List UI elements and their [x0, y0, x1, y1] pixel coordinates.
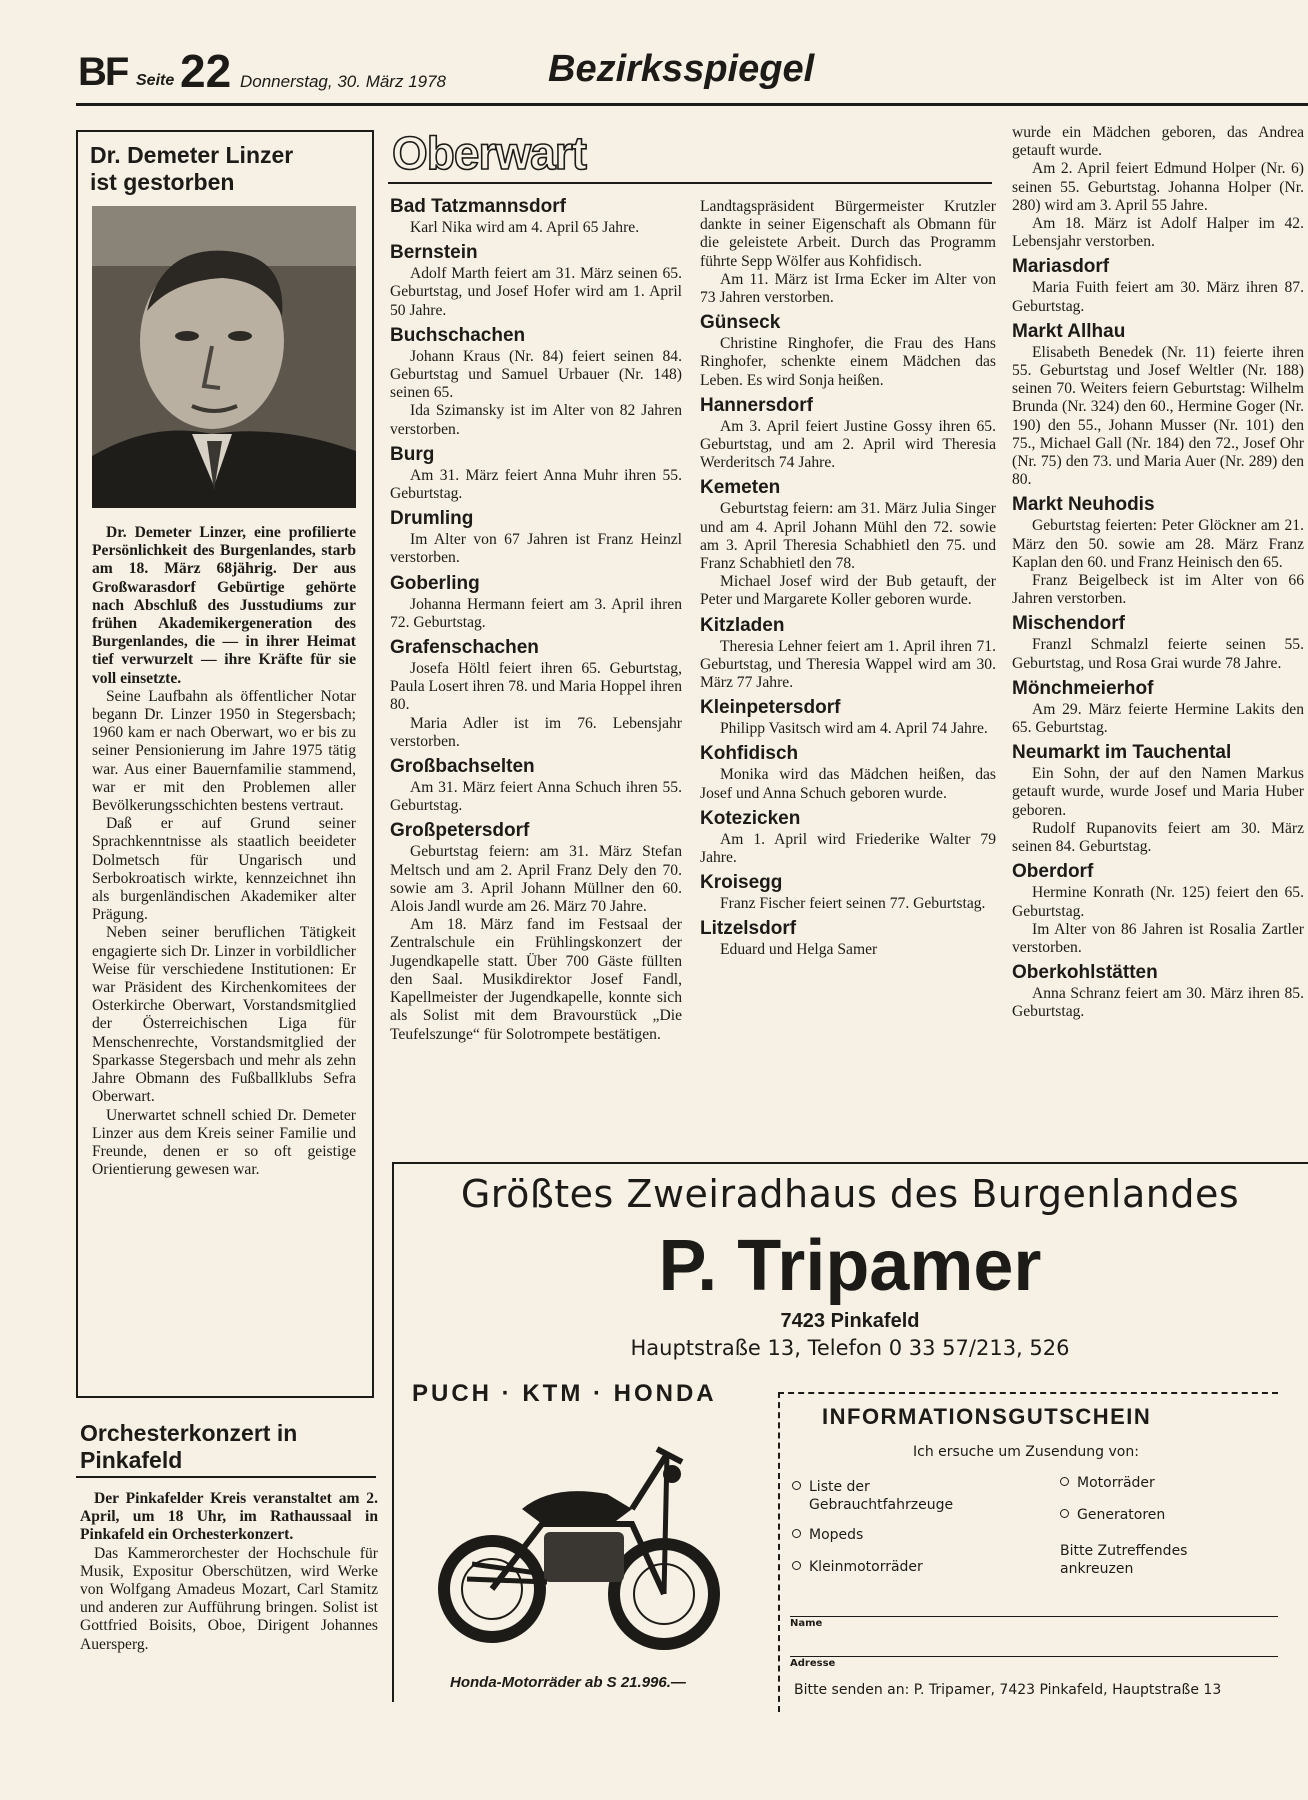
radio-icon[interactable] [1060, 1509, 1069, 1518]
news-item: Franzl Schmalzl feierte seinen 55. Geburtstag, und Rosa Grai wurde 78 Jahre. [1012, 636, 1304, 672]
coupon-request: Ich ersuche um Zusendung von: [913, 1444, 1139, 1460]
place-heading: Markt Allhau [1012, 320, 1126, 342]
option-motorcycles-label: Motorräder [1077, 1475, 1155, 1491]
ad-brands: PUCH · KTM · HONDA [412, 1380, 717, 1407]
ad-frame-left [392, 1162, 394, 1702]
news-item: Philipp Vasitsch wird am 4. April 74 Jahre. [720, 720, 988, 738]
obituary-lead: Dr. Demeter Linzer, eine profilierte Persönlichkeit des Burgenlandes, starb am 18. März 68jährig. Der aus Großwarasdorf Gebürtige gehörte nach Abschluß des Jusstudiums zur frühen Akademikergeneration des Burgenlandes, die — in ihrer Heimat tief verwurzelt — ihre Kräfte für sie voll einsetzte. [92, 524, 356, 687]
radio-icon[interactable] [792, 1561, 801, 1570]
column-3-entries [1012, 256, 1304, 1021]
place-heading: Mariasdorf [1012, 256, 1110, 278]
obituary-text [92, 524, 356, 1179]
motorcycle-illustration [432, 1414, 732, 1664]
column-2-intro: Landtagspräsident Bürgermeister Krutzler dankte in seiner Eigenschaft als Obmann für die geleistete Arbeit. Durch das Programm führte Sepp Wölfer aus Kohfidisch. [700, 198, 996, 270]
place-heading: Kemeten [700, 477, 781, 499]
option-mopeds-label: Mopeds [809, 1527, 864, 1543]
place-heading: Oberkohlstätten [1012, 962, 1158, 984]
news-item: Geburtstag feiern: am 31. März Stefan Meltsch und am 2. April Franz Dely den 70. sowie am 3. April Johann Müllner den 60. Alois Jandl wurde am 26. März 70 Jahre. [390, 843, 682, 916]
news-item: Hermine Konrath (Nr. 125) feiert den 65. Geburtstag. [1012, 884, 1304, 920]
seite-label: Seite [136, 72, 175, 89]
column-3-intro: wurde ein Mädchen geboren, das Andrea getauft wurde. [1012, 124, 1304, 160]
page-number: 22 [180, 45, 232, 97]
radio-icon[interactable] [1060, 1477, 1069, 1486]
place-heading: Großpetersdorf [390, 820, 530, 842]
news-item: Christine Ringhofer, die Frau des Hans Ringhofer, schenkte einem Mädchen das Leben. Es wird Sonja heißen. [700, 335, 996, 389]
bike-price-caption: Honda-Motorräder ab S 21.996.— [450, 1674, 686, 1691]
oberwart-rule [388, 182, 992, 184]
radio-icon[interactable] [792, 1481, 801, 1490]
place-heading: Drumling [390, 508, 474, 530]
oberwart-column-2 [700, 198, 996, 960]
name-label: Name [790, 1618, 823, 1629]
news-item: Franz Beigelbeck ist im Alter von 66 Jahren verstorben. [1012, 572, 1304, 608]
news-item: Johanna Hermann feiert am 3. April ihren 72. Geburtstag. [390, 595, 682, 631]
column-3-intro-2: Am 2. April feiert Edmund Holper (Nr. 6) seinen 55. Geburtstag. Johanna Holper (Nr. 280) wird am 3. April 55 Jahre. [1012, 160, 1304, 214]
news-item: Im Alter von 67 Jahren ist Franz Heinzl verstorben. [390, 531, 682, 567]
info-coupon[interactable] [778, 1392, 1280, 1712]
name-field[interactable] [790, 1616, 1278, 1617]
news-item: Franz Fischer feiert seinen 77. Geburtstag. [720, 895, 986, 913]
place-heading: Kotezicken [700, 807, 801, 829]
address-field[interactable] [790, 1656, 1278, 1657]
option-motorcycles[interactable] [1060, 1474, 1155, 1492]
news-item: Monika wird das Mädchen heißen, das Josef und Anna Schuch geboren wurde. [700, 766, 996, 802]
option-used-vehicles-label-2: Gebrauchtfahrzeuge [809, 1497, 954, 1513]
news-item: Rudolf Rupanovits feiert am 30. März seinen 84. Geburtstag. [1012, 819, 1304, 856]
coupon-hint-1: Bitte Zutreffendes [1060, 1543, 1188, 1559]
obituary-title-line2: ist gestorben [90, 169, 235, 195]
concert-body: Das Kammerorchester der Hochschule für Musik, Expositur Oberschützen, wird Werke von Wolfgang Amadeus Mozart, Carl Stamitz und anderen zur Aufführung bringen. Solist ist Gottfried Boisits, Oboe, Dirigent Johannes Auersperg. [80, 1544, 378, 1653]
concert-rule [76, 1476, 376, 1478]
news-item: Maria Adler ist im 76. Lebensjahr verstorben. [390, 714, 682, 750]
option-small-motorcycles[interactable] [792, 1558, 923, 1576]
concert-title-line1: Orchesterkonzert in [80, 1420, 298, 1446]
place-heading: Großbachselten [390, 756, 535, 778]
place-heading: Bernstein [390, 242, 478, 264]
news-item: Im Alter von 86 Jahren ist Rosalia Zartler verstorben. [1012, 920, 1304, 956]
obituary-paragraph: Seine Laufbahn als öffentlicher Notar begann Dr. Linzer 1950 in Stegersbach; 1960 kam er nach Oberwart, wo er bis zu seiner Pensionierung im Jahre 1975 tätig war. Aus einer Bauernfamilie stammend, war er mit den Problemen aller Bevölkerungsschichten bestens vertraut. [92, 687, 356, 815]
obituary-paragraph: Daß er auf Grund seiner Sprachkenntnisse als staatlich beeideter Dolmetsch für Ungarisch und Serbokroatisch wirkte, kennzeichnet ihn als burgenländischen Akademiker alter Prägung. [92, 815, 356, 924]
option-generators-label: Generatoren [1077, 1507, 1166, 1523]
obituary-title-line1: Dr. Demeter Linzer [90, 142, 294, 168]
place-heading: Grafenschachen [390, 637, 539, 659]
news-item: Ida Szimansky ist im Alter von 82 Jahren verstorben. [390, 402, 682, 438]
concert-title-line2: Pinkafeld [80, 1447, 183, 1473]
news-item: Am 29. März feierte Hermine Lakits den 65. Geburtstag. [1012, 700, 1304, 737]
column-2-intro-2: Am 11. März ist Irma Ecker im Alter von 73 Jahren verstorben. [700, 270, 996, 307]
header-rule [76, 103, 1308, 106]
news-item: Am 31. März feiert Anna Schuch ihren 55. Geburtstag. [390, 779, 682, 815]
place-heading: Kitzladen [700, 614, 785, 636]
ad-frame-top [392, 1162, 1308, 1164]
column-3-intro-3: Am 18. März ist Adolf Halper im 42. Lebensjahr verstorben. [1012, 215, 1304, 251]
news-item: Ein Sohn, der auf den Namen Markus getauft wurde, wurde Josef und Maria Huber geboren. [1012, 765, 1304, 819]
place-heading: Burg [390, 443, 435, 465]
oberwart-column-3 [1012, 124, 1304, 1022]
news-item: Josefa Höltl feiert ihren 65. Geburtstag, Paula Losert ihren 78. und Maria Hoppel ihren 80. [390, 660, 682, 714]
place-heading: Neumarkt im Tauchental [1012, 742, 1232, 764]
news-item: Adolf Marth feiert am 31. März seinen 65. Geburtstag, und Josef Hofer wird am 1. April 50 Jahre. [390, 265, 682, 319]
news-item: Elisabeth Benedek (Nr. 11) feierte ihren 55. Geburtstag und Josef Weltler (Nr. 188) seinen 70. Weiters feiern Geburtstag: Wilhelm Brunda (Nr. 324) den 60., Hermine Goger (Nr. 190) den 55., Johann Musser (Nr. 101) den 75., Michael Gall (Nr. 184) den 72., Josef Ohr (Nr. 75) den 73. und Maria Auer (Nr. 289) den 80. [1012, 343, 1304, 489]
news-item: Karl Nika wird am 4. April 65 Jahre. [410, 219, 640, 236]
oberwart-column-1 [390, 196, 682, 1044]
issue-date: Donnerstag, 30. März 1978 [240, 72, 447, 91]
news-item: Geburtstag feierten: Peter Glöckner am 21. März den 50. sowie am 28. März Franz Kaplan den 60. und Franz Heinisch den 65. [1012, 517, 1304, 571]
option-mopeds[interactable] [792, 1526, 863, 1544]
place-heading: Mischendorf [1012, 613, 1125, 635]
concert-title [80, 1420, 297, 1474]
place-heading: Günseck [700, 312, 781, 334]
oberwart-title: Oberwart [392, 127, 586, 179]
ad-company: P. Tripamer [658, 1226, 1042, 1306]
place-heading: Litzelsdorf [700, 918, 797, 940]
news-item: Am 18. März fand im Festsaal der Zentralschule ein Frühlingskonzert der Jugendkapelle statt. Über 700 Gäste füllten den Saal. Musikdirektor Josef Fandl, Kapellmeister der Jugendkapelle, konnte sich als Solist mit dem Bravourstück „Die Teufelszunge“ für Solotrompete bestätigen. [390, 916, 682, 1043]
coupon-border [778, 1392, 1278, 1712]
coupon-hint-2: ankreuzen [1060, 1561, 1134, 1577]
place-heading: Bad Tatzmannsdorf [390, 196, 566, 217]
obituary-title [90, 142, 293, 196]
place-heading: Oberdorf [1012, 861, 1094, 883]
news-item: Theresia Lehner feiert am 1. April ihren 71. Geburtstag, und Theresia Wappel wird am 30. März 77 Jahre. [700, 637, 996, 692]
radio-icon[interactable] [792, 1529, 801, 1538]
place-heading: Goberling [390, 572, 480, 594]
place-heading: Buchschachen [390, 324, 526, 346]
obituary-paragraph: Neben seiner beruflichen Tätigkeit engagierte sich Dr. Linzer in vorbildlicher Weise für verschiedene Institutionen: Er war Präsident des Kirchenkomitees der Osterkirche Oberwart, Vorstandsmitglied der Österreichischen Liga für Menschenrechte, Vorstandsmitglied der Sparkasse Stegersbach und mehr als zehn Jahre Obmann des Fußballklubs Sefra Oberwart. [92, 924, 356, 1106]
ad-headline: Größtes Zweiradhaus des Burgenlandes [460, 1172, 1240, 1216]
news-item: Eduard und Helga Samer [720, 941, 878, 959]
place-heading: Kleinpetersdorf [700, 697, 841, 719]
news-item: Am 31. März feiert Anna Muhr ihren 55. Geburtstag. [390, 466, 682, 503]
concert-lead: Der Pinkafelder Kreis veranstaltet am 2. April, um 18 Uhr, im Rathaussaal in Pinkafeld ein Orchesterkonzert. [80, 1490, 378, 1544]
news-item: Am 1. April wird Friederike Walter 79 Jahre. [700, 830, 996, 867]
motorcycle-icon [432, 1414, 732, 1664]
address-label: Adresse [790, 1658, 836, 1669]
news-item: Anna Schranz feiert am 30. März ihren 85. Geburtstag. [1012, 985, 1304, 1021]
column-2-entries [700, 312, 996, 959]
option-generators[interactable] [1060, 1506, 1165, 1524]
section-title: Bezirksspiegel [548, 48, 815, 90]
logo: BF [78, 50, 128, 94]
portrait-image [92, 206, 356, 508]
ad-address: Hauptstraße 13, Telefon 0 33 57/213, 526 [630, 1336, 1070, 1360]
obituary-paragraph: Unerwartet schnell schied Dr. Demeter Linzer aus dem Kreis seiner Familie und Freunde, denen er so oft geistige Orientierung gewesen war. [92, 1106, 356, 1179]
option-used-vehicles[interactable] [792, 1478, 953, 1514]
portrait-photo [92, 206, 356, 508]
news-item: Am 3. April feiert Justine Gossy ihren 65. Geburtstag, und am 2. April wird Theresia Werderitsch 74 Jahre. [700, 417, 996, 472]
concert-text [80, 1490, 378, 1654]
news-item: Maria Fuith feiert am 30. März ihren 87. Geburtstag. [1012, 279, 1304, 315]
news-item: Michael Josef wird der Bub getauft, der Peter und Margarete Koller geboren wurde. [700, 573, 996, 609]
ad-city: 7423 Pinkafeld [780, 1310, 920, 1332]
place-heading: Kohfidisch [700, 743, 799, 765]
option-small-motorcycles-label: Kleinmotorräder [809, 1559, 923, 1575]
place-heading: Markt Neuhodis [1012, 494, 1155, 516]
place-heading: Mönchmeierhof [1012, 677, 1154, 699]
coupon-send-to: Bitte senden an: P. Tripamer, 7423 Pinkafeld, Hauptstraße 13 [794, 1682, 1222, 1698]
coupon-hint [1060, 1542, 1187, 1578]
place-heading: Hannersdorf [700, 394, 813, 416]
news-item: Geburtstag feiern: am 31. März Julia Singer und am 4. April Johann Mühl den 72. sowie am 3. April Theresia Schabhietl den 75. und Franz Schabhietl den 78. [700, 500, 996, 573]
news-item: Johann Kraus (Nr. 84) feiert seinen 84. Geburtstag und Samuel Urbauer (Nr. 148) seinen 65. [390, 347, 682, 402]
option-used-vehicles-label: Liste der [809, 1479, 870, 1495]
place-heading: Kroisegg [700, 872, 783, 894]
coupon-title: INFORMATIONSGUTSCHEIN [822, 1404, 1152, 1429]
